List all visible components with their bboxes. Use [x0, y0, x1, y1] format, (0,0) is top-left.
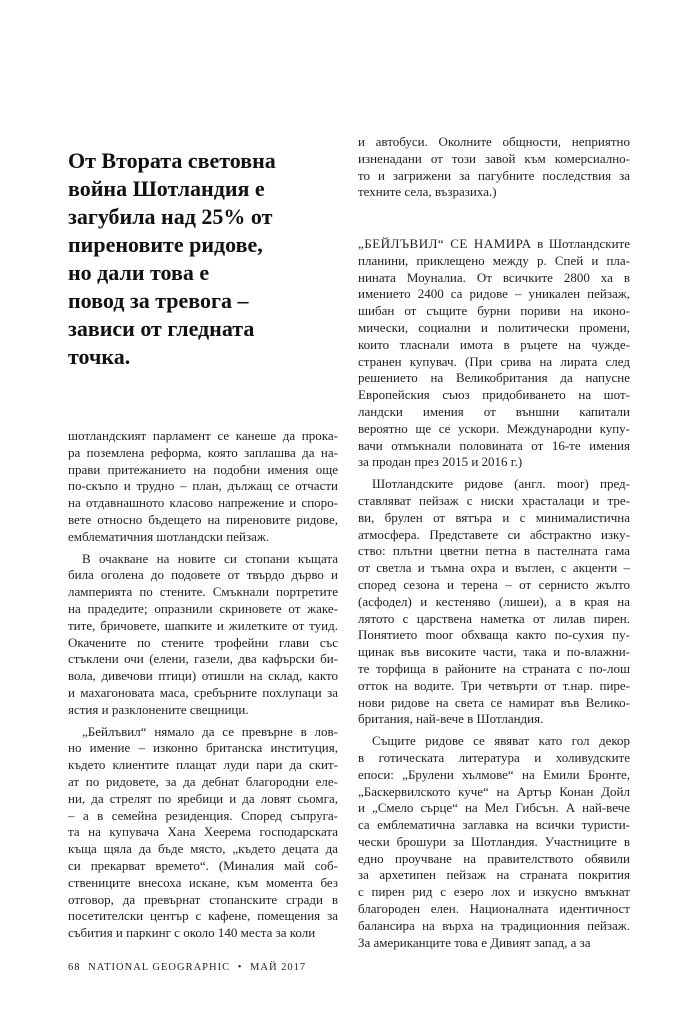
pull-quote-line: повод за тревога –	[68, 288, 249, 313]
text-line: ра поземлена реформа, която заплашва да на-	[68, 444, 338, 460]
left-text-column	[68, 428, 338, 947]
text-line: ствениците внесоха искане, към момента без	[68, 874, 338, 890]
paragraph	[68, 724, 338, 942]
text-line: ландски имения от външни капитали	[358, 403, 630, 419]
paragraph	[358, 134, 630, 201]
text-line: та на купувача Хана Хеерема господарската	[68, 824, 338, 840]
paragraph	[68, 428, 338, 546]
text-line: където клиентите плащат луди пари да скит-	[68, 757, 338, 773]
lead-in: „БЕЙЛЪВИЛ“ СЕ НАМИРА	[358, 236, 532, 251]
pull-quote-line: От Втората световна	[68, 148, 276, 173]
text-line: и махагоновата маса, сребърните похлупаци за	[68, 684, 338, 700]
text-line: ламперията по стените. Смъкнали портретите	[68, 584, 338, 600]
text-line: нината Моуналиа. От всичките 2800 ха в	[358, 269, 630, 285]
text-line: ставляват пейзаж с ниски храсталаци и тре-	[358, 492, 630, 508]
paragraph	[358, 733, 630, 951]
text-line: с пирен рид с езеро лох и изкусно вмъкнат	[358, 884, 630, 900]
text-line: епоси: „Брулени хълмове“ на Емили Бронте,	[358, 766, 630, 782]
text-line: събития и паркинг с около 140 места за коли	[68, 925, 316, 941]
text-line: тите, бричовете, шапките и жилетките от туид.	[68, 617, 338, 633]
text-line: на прадедите; опразнили скриновете от жаке-	[68, 600, 338, 616]
text-line: (асфодел) и кестеняво (лишеи), а в края на	[358, 593, 630, 609]
pull-quote-line: но дали това е	[68, 260, 210, 285]
text-line: стъклени очи (елени, газели, два кафърски би-	[68, 651, 338, 667]
text-line: емблематичния шотландски пейзаж.	[68, 528, 270, 544]
right-text-column	[358, 236, 630, 956]
pull-quote-line: точка.	[68, 344, 131, 369]
text-line: прави притежанието на подобни имения още	[68, 461, 338, 477]
text-line: си прекарват времето“. (Миналия май соб-	[68, 857, 338, 873]
text-line: мически, социални и политически промени,	[358, 319, 630, 335]
pull-quote-line: война Шотландия е	[68, 176, 265, 201]
footer-separator: •	[237, 962, 243, 973]
text-line: За американците това е Дивият запад, а за	[358, 934, 591, 950]
text-line: отток на водите. Три четвърти от т.нар. пире-	[358, 677, 630, 693]
text-line: ство: плътни цветни петна в пастелната гама	[358, 543, 630, 559]
pull-quote-line: пиреновите ридове,	[68, 232, 263, 257]
text-line: ни, да стрелят по яребици и да ловят сьомга,	[68, 790, 338, 806]
paragraph	[358, 476, 630, 728]
text-line: за продан през 2015 и 2016 г.)	[358, 454, 523, 470]
text-line: ат по ридовете, за да дебнат благородни еле-	[68, 773, 338, 789]
text-line: в готическата литература и холивудските	[358, 749, 630, 765]
text-line: едно проучване на правителството обявили	[358, 850, 630, 866]
text-line: по-скъпо и трудно – план, дължащ се отчасти	[68, 478, 338, 494]
text-line: лятото с царствена наметка от лилав пирен.	[358, 610, 630, 626]
text-line: вероятно ще се ускори. Международни купу-	[358, 420, 630, 436]
text-line: атмосфера. Представете си абстрактно изку-	[358, 526, 630, 542]
text-line: чески брошури за Шотландия. Участниците в	[358, 833, 630, 849]
text-line: ви, брулен от вятъра и с минималистична	[358, 509, 630, 525]
text-line: британия, най-вече в Шотландия.	[358, 711, 544, 727]
text-line: Същите ридове се явяват като гол декор	[372, 733, 630, 749]
text-line: била оголена до подовете от твърдо дърво и	[68, 567, 338, 583]
text-line: вола, дивечови птици) отишли на склад, както	[68, 668, 338, 684]
pull-quote-line: зависи от гледната	[68, 316, 255, 341]
paragraph	[358, 236, 630, 471]
text-line: то и загрижени за пагубните последствия за	[358, 167, 630, 183]
text-line: къща щяла да бъде място, „където децата да	[68, 841, 338, 857]
text-line: но имение – изконно британска институция,	[68, 740, 338, 756]
text-line: отговор, да превърнат стопанските сгради в	[68, 891, 338, 907]
text-line: според сезона и терена – от сернисто жълто	[358, 576, 630, 592]
text-line: вете относно бъдещето на пиреновите ридове,	[68, 511, 338, 527]
text-line: балансира на върха на традиционния пейзаж.	[358, 917, 630, 933]
text-line: шибан от същите бурни пориви на иконо-	[358, 303, 630, 319]
text-line: за архетипен пейзаж на страната покрития	[358, 867, 630, 883]
text-line: техните села, възразиха.)	[358, 184, 497, 200]
page-number: 68	[68, 962, 81, 973]
text-line: ястия и разклонените свещници.	[68, 701, 249, 717]
text-line: – а в семейна резиденция. Според съпруга-	[68, 807, 338, 823]
text-line: благороден елен. Националната идентичност	[358, 901, 630, 917]
text-line	[358, 236, 630, 253]
text-line: нови ридове на света се намират във Велико-	[358, 694, 630, 710]
publication-name: NATIONAL GEOGRAPHIC	[88, 962, 231, 973]
issue-date: МАЙ 2017	[250, 962, 307, 973]
text-line: Окачените по стените трофейни глави със	[68, 634, 338, 650]
text-line: „Баскервилското куче“ на Артър Конан Дойл	[358, 783, 630, 799]
text-line: и „Смело сърце“ на Мел Гибсън. А най-вече	[358, 800, 630, 816]
text-line: вачи отмъкнали половината от 16-те имения	[358, 437, 630, 453]
text-line: изненадани от този завой към комерсиално-	[358, 150, 630, 166]
text-line: те торфища в районите на страната с по-лош	[358, 660, 630, 676]
text-line: В очакване на новите си стопани къщата	[82, 550, 338, 566]
text-line: „Бейлъвил“ нямало да се превърне в лов-	[82, 723, 338, 739]
text-line: странен купувач. (При срива на лирата след	[358, 353, 630, 369]
lead-in-rest: в Шотландските	[531, 236, 631, 251]
text-line: Шотландските ридове (англ. moor) пред-	[372, 476, 630, 492]
text-line: и автобуси. Околните общности, неприятно	[358, 134, 630, 149]
text-line: са емблематична заглавка на всички туристи-	[358, 817, 630, 833]
text-line: на отдавнашното класово напрежение и споро-	[68, 495, 338, 511]
pull-quote-line: загубила над 25% от	[68, 204, 273, 229]
text-line: щинак във високите части, така и по-влажни-	[358, 644, 630, 660]
text-line: от светла и тъмна охра и въглен, с акценти –	[358, 560, 630, 576]
text-line: Понятието moor обхваща както по-сухия пу-	[358, 627, 630, 643]
text-line: имението 2400 са ридове – уникален пейзаж,	[358, 286, 630, 302]
pull-quote	[68, 147, 336, 371]
text-line: Европейския съюз придобиването на шот-	[358, 387, 630, 403]
paragraph	[68, 551, 338, 719]
text-line: решението на Великобритания да напусне	[358, 370, 630, 386]
page-footer	[68, 962, 628, 973]
text-line: които тласнали имота в ръцете на чужде-	[358, 336, 630, 352]
text-line: шотландският парламент се канеше да прока-	[68, 428, 338, 443]
right-column-continuation	[358, 134, 630, 206]
text-line: планини, приклещено между р. Спей и пла-	[358, 252, 630, 268]
text-line: посетителски център с кафене, помещения за	[68, 908, 338, 924]
